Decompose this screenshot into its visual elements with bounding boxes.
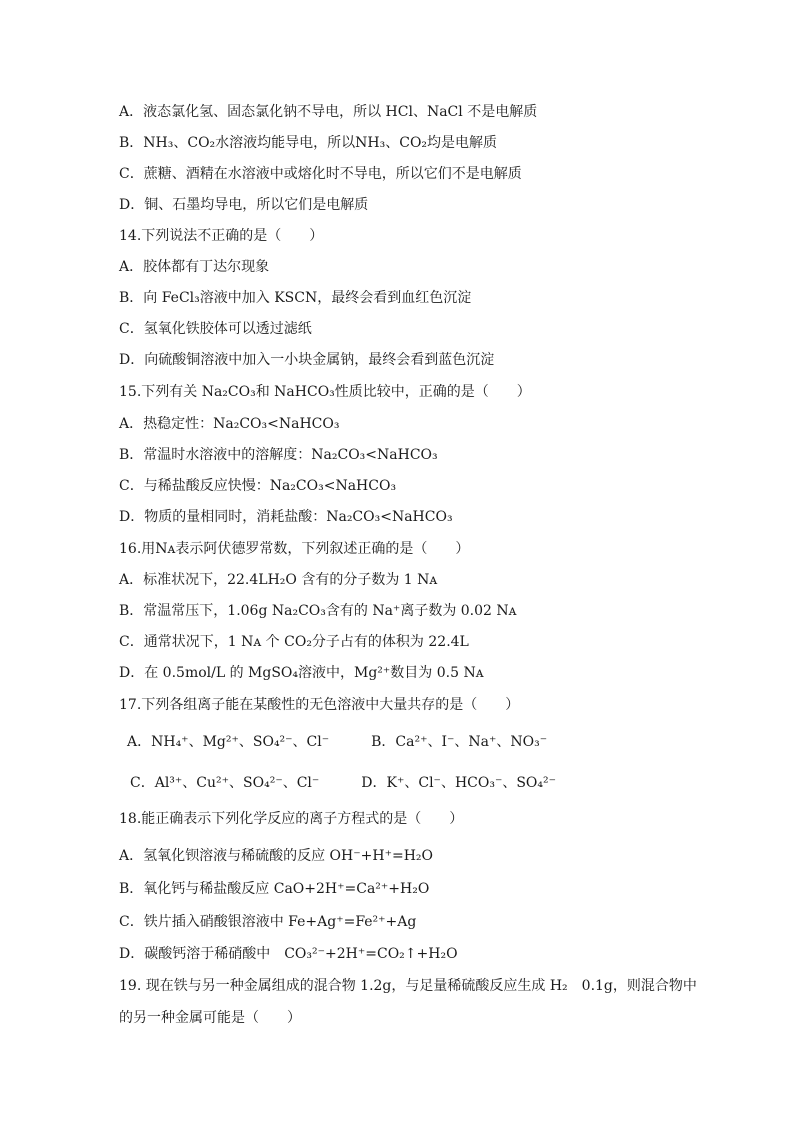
q15-option-c: C．与稀盐酸反应快慢：Na₂CO₃<NaHCO₃ bbox=[119, 478, 397, 494]
q13-option-c: C．蔗糖、酒精在水溶液中或熔化时不导电，所以它们不是电解质 bbox=[119, 166, 522, 182]
q16-option-b: B．常温常压下，1.06g Na₂CO₃含有的 Na⁺离子数为 0.02 Nᴀ bbox=[119, 603, 517, 619]
q15-option-a: A．热稳定性：Na₂CO₃<NaHCO₃ bbox=[119, 416, 340, 432]
q17-options-ab: A．NH₄⁺、Mg²⁺、SO₄²⁻、Cl⁻ B．Ca²⁺、I⁻、Na⁺、NO₃⁻ bbox=[127, 734, 548, 750]
q15-option-b: B．常温时水溶液中的溶解度：Na₂CO₃<NaHCO₃ bbox=[119, 447, 438, 463]
q17-stem: 17.下列各组离子能在某酸性的无色溶液中大量共存的是（ ） bbox=[119, 697, 520, 713]
q19-stem-line1: 19. 现在铁与另一种金属组成的混合物 1.2g，与足量稀硫酸反应生成 H₂ 0.1g，则混合物中 bbox=[119, 978, 697, 994]
q18-stem: 18.能正确表示下列化学反应的离子方程式的是（ ） bbox=[119, 811, 464, 827]
q13-option-b: B．NH₃、CO₂水溶液均能导电，所以NH₃、CO₂均是电解质 bbox=[119, 135, 498, 151]
q16-option-a: A．标准状况下，22.4LH₂O 含有的分子数为 1 Nᴀ bbox=[119, 572, 438, 588]
q17-options-cd: C．Al³⁺、Cu²⁺、SO₄²⁻、Cl⁻ D．K⁺、Cl⁻、HCO₃⁻、SO₄²⁻ bbox=[130, 775, 557, 791]
q14-option-c: C．氢氧化铁胶体可以透过滤纸 bbox=[119, 321, 312, 337]
q18-option-c: C．铁片插入硝酸银溶液中 Fe+Ag⁺=Fe²⁺+Ag bbox=[119, 914, 417, 930]
q14-option-b: B．向 FeCl₃溶液中加入 KSCN，最终会看到血红色沉淀 bbox=[119, 290, 472, 306]
q13-option-a: A．液态氯化氢、固态氯化钠不导电，所以 HCl、NaCl 不是电解质 bbox=[119, 104, 538, 120]
q18-option-a: A．氢氧化钡溶液与稀硫酸的反应 OH⁻+H⁺=H₂O bbox=[119, 848, 433, 864]
q15-stem: 15.下列有关 Na₂CO₃和 NaHCO₃性质比较中，正确的是（ ） bbox=[119, 384, 531, 400]
q14-option-d: D．向硫酸铜溶液中加入一小块金属钠，最终会看到蓝色沉淀 bbox=[119, 352, 495, 368]
q13-option-d: D．铜、石墨均导电，所以它们是电解质 bbox=[119, 197, 369, 213]
q16-stem: 16.用Nᴀ表示阿伏德罗常数，下列叙述正确的是（ ） bbox=[119, 541, 470, 557]
q16-option-c: C．通常状况下，1 Nᴀ 个 CO₂分子占有的体积为 22.4L bbox=[119, 634, 469, 650]
q18-option-d: D．碳酸钙溶于稀硝酸中 CO₃²⁻+2H⁺=CO₂↑+H₂O bbox=[119, 946, 458, 962]
q15-option-d: D．物质的量相同时，消耗盐酸：Na₂CO₃<NaHCO₃ bbox=[119, 509, 453, 525]
q14-option-a: A．胶体都有丁达尔现象 bbox=[119, 259, 270, 275]
q19-stem-line2: 的另一种金属可能是（ ） bbox=[119, 1010, 301, 1026]
q18-option-b: B．氧化钙与稀盐酸反应 CaO+2H⁺=Ca²⁺+H₂O bbox=[119, 881, 430, 897]
q14-stem: 14.下列说法不正确的是（ ） bbox=[119, 228, 324, 244]
q16-option-d: D．在 0.5mol/L 的 MgSO₄溶液中，Mg²⁺数目为 0.5 Nᴀ bbox=[119, 665, 484, 681]
